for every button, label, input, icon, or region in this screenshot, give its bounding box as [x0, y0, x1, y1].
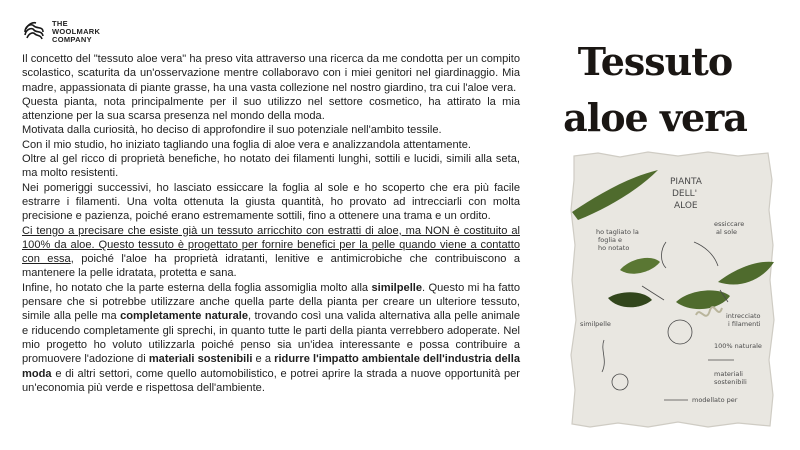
- woolmark-wordmark: [52, 20, 100, 44]
- body-text: [22, 52, 520, 395]
- paragraph-text: . Questo mi ha fatto pensare che si potrebbe utilizzare anche quella parte della pianta per creare un ulteriore tessuto, simile alla pelle ma: [22, 281, 521, 323]
- logo-line-2: WOOLMARK: [52, 27, 101, 36]
- paragraph: Il concetto del "tessuto aloe vera" ha preso vita attraverso una ricerca da me condotta per un compito scolastico, scaturita da un'osservazione mentre collaboravo con i miei genitori nel giardinaggio. Mia madre, appassionata di piante grasse, ha una vasta collezione nel nostro giardino, tra cui l'aloe vera.: [22, 53, 520, 94]
- note-cut-3: ho notato: [598, 244, 630, 252]
- paragraph: [22, 224, 520, 281]
- note-skin-1: similpelle: [580, 320, 611, 328]
- paragraph: Con il mio studio, ho iniziato tagliando una foglia di aloe vera e analizzandola attentamente.: [22, 138, 471, 151]
- bold-term: materiali sostenibili: [148, 353, 253, 366]
- note-weave-2: i filamenti: [728, 320, 761, 328]
- paragraph-text: e di altri settori, come quello automobilistico, e potrei aprire la strada a nuove opportunità per un'economia più verde e rispettosa dell'ambiente.: [22, 367, 520, 394]
- bold-term: similpelle: [371, 281, 423, 294]
- paragraph: Questa pianta, nota principalmente per il suo utilizzo nel settore cosmetico, ha attirato la mia attenzione per la sua scarsa presenza nel mondo della moda.: [22, 95, 520, 123]
- bold-term: completamente naturale: [120, 310, 248, 323]
- note-dry-1: essiccare: [714, 220, 745, 228]
- sketch-photo: [568, 150, 776, 430]
- note-dry-2: al sole: [716, 228, 738, 236]
- paragraph-text: e a: [252, 353, 275, 366]
- page-title: Tessuto aloe vera: [563, 39, 747, 140]
- paragraph: [22, 281, 520, 395]
- note-sustain-1: materiali: [714, 370, 743, 378]
- paragraph-text: Infine, ho notato che la parte esterna della foglia assomiglia molto alla: [22, 281, 372, 294]
- sketch-title-2: DELL': [672, 189, 698, 199]
- paragraph: Motivata dalla curiosità, ho deciso di approfondire il suo potenziale nell'ambito tessile.: [22, 124, 442, 137]
- paragraph-text: , poiché l'aloe ha proprietà idratanti, lenitive e antimicrobiche che contribuiscono a mantenere la pelle idratata, protetta e sana.: [22, 253, 520, 280]
- note-cut-2: foglia e: [598, 236, 623, 244]
- sketch-title-1: PIANTA: [670, 177, 702, 187]
- paragraph: Oltre al gel ricco di proprietà benefiche, ho notato dei filamenti lunghi, sottili e lucidi, simili alla seta, ma molto resistenti.: [22, 153, 520, 180]
- woolmark-logo: [22, 20, 100, 44]
- note-bottom: modellato per: [692, 396, 738, 404]
- logo-line-3: COMPANY: [52, 35, 92, 44]
- underlined-note: Ci tengo a precisare che esiste già un tessuto arricchito con estratti di aloe, ma NON è costituito al 100% da aloe. Questo tessuto è progettato per fornire benefici per la pelle quando viene a contatto con essa: [22, 224, 520, 266]
- woolmark-icon: [22, 20, 46, 44]
- note-skin-2: 100% naturale: [714, 342, 762, 350]
- sketch-title-3: ALOE: [674, 201, 698, 211]
- note-sustain-2: sostenibili: [714, 378, 747, 386]
- note-cut-1: ho tagliato la: [596, 228, 639, 236]
- note-weave-1: intrecciato: [726, 312, 761, 320]
- paragraph: Nei pomeriggi successivi, ho lasciato essiccare la foglia al sole e ho scoperto che era più facile estrarre i filamenti. Una volta ottenuta la giusta quantità, ho provato ad intrecciarli con molta precisione e pazienza, poiché erano estremamente sottili, fino a ottenere una trama e un ordito.: [22, 181, 520, 223]
- bold-term: ridurre l'impatto ambientale dell'industria della moda: [22, 353, 520, 380]
- paragraph-text: , trovando così una valida alternativa alla pelle animale e riducendo completamente gli sprechi, in quanto tutte le parti della pianta verrebbero adoperate. Nel mio progetto ho voluto utilizzarla poiché penso sia un'idea interessante e possa contribuire a promuovere l'adozione di: [22, 310, 520, 366]
- logo-line-1: THE: [52, 19, 68, 28]
